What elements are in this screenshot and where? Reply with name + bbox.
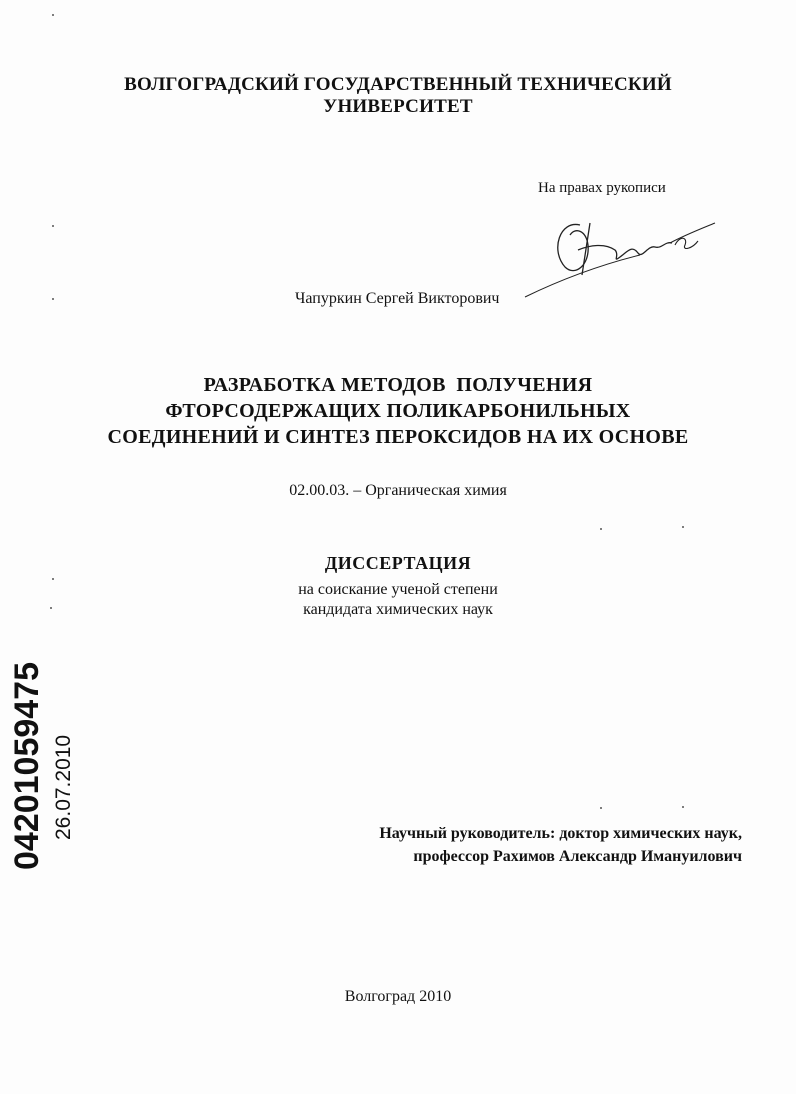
- scan-speck: [600, 807, 602, 809]
- dissertation-heading: ДИССЕРТАЦИЯ: [324, 553, 472, 573]
- scan-speck: [52, 225, 54, 227]
- degree-line-1: на соискание ученой степени: [298, 581, 498, 598]
- specialty-code: 02.00.03. – Органическая химия: [289, 482, 507, 499]
- scan-speck: [600, 528, 602, 530]
- library-stamp: [0, 640, 80, 875]
- thesis-title-line-3: СОЕДИНЕНИЙ И СИНТЕЗ ПЕРОКСИДОВ НА ИХ ОСНОВЕ: [107, 426, 689, 448]
- university-header: [0, 74, 796, 118]
- scientific-supervisor: [379, 822, 742, 868]
- author-name: Чапуркин Сергей Викторович: [295, 290, 500, 307]
- scan-speck: [682, 526, 684, 528]
- scan-speck: [682, 806, 684, 808]
- scan-speck: [52, 578, 54, 580]
- handwritten-signature: [520, 205, 730, 305]
- supervisor-line-1: Научный руководитель: доктор химических наук,: [379, 825, 742, 842]
- thesis-title-line-2: ФТОРСОДЕРЖАЩИХ ПОЛИКАРБОНИЛЬНЫХ: [165, 400, 631, 422]
- thesis-title: [0, 372, 796, 450]
- university-line-2: УНИВЕРСИТЕТ: [323, 96, 473, 117]
- library-stamp-date: 26.07.2010: [52, 734, 75, 840]
- thesis-title-line-1: РАЗРАБОТКА МЕТОДОВ ПОЛУЧЕНИЯ: [203, 374, 593, 396]
- scan-speck: [52, 298, 54, 300]
- university-line-1: ВОЛГОГРАДСКИЙ ГОСУДАРСТВЕННЫЙ ТЕХНИЧЕСКИЙ: [124, 74, 672, 95]
- manuscript-rights-note: На правах рукописи: [538, 180, 666, 196]
- scan-speck: [50, 607, 52, 609]
- degree-line-2: кандидата химических наук: [303, 601, 493, 618]
- city-and-year: Волгоград 2010: [344, 988, 452, 1005]
- scan-speck: [52, 14, 54, 16]
- library-stamp-number: 04201059475: [8, 661, 46, 870]
- supervisor-line-2: профессор Рахимов Александр Имануилович: [413, 848, 742, 865]
- degree-description: [0, 580, 796, 620]
